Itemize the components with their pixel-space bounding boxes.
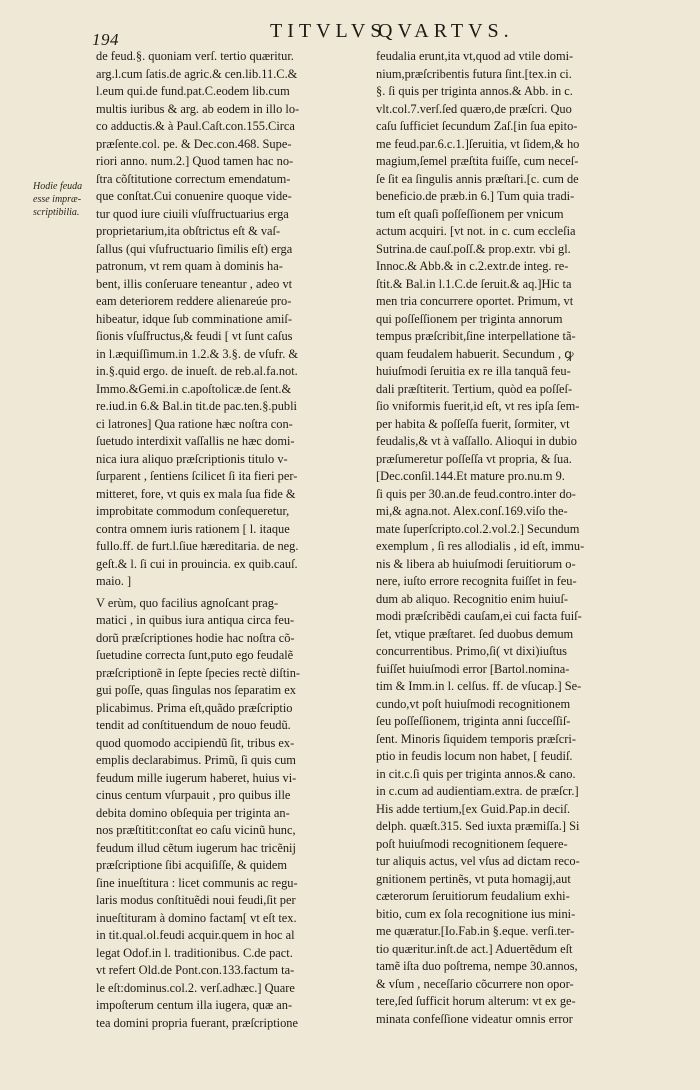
text-line: vlt.col.7.verſ.ſed quæro,de præſcri. Quo: [376, 101, 572, 116]
text-line: ſallus (qui vſufructuario ſimilis eſt) erga: [96, 241, 293, 256]
text-line: V erùm, quo facilius agnoſcant prag-: [96, 595, 279, 610]
text-line: de feud.§. quoniam verſ. tertio quæritur.: [96, 49, 294, 63]
text-line: nis & libera ab huiuſmodi ſeruitiorum o-: [376, 556, 576, 571]
text-line: tim & Imm.in l. celſus. ff. de vſucap.] Se-: [376, 679, 582, 693]
text-line: ſionis vſuſfructus,& feudi [ vt ſunt caſus: [96, 329, 293, 343]
text-line: vt refert Old.de Pont.con.133.factum ta-: [96, 963, 295, 977]
text-line: feudalis,& vt à vaſſallo. Alioqui in dubio: [376, 434, 577, 448]
text-line: huiuſmodi ſeruitia ex re illa tanquã feu-: [376, 364, 571, 378]
text-line: legat Odof.in l. traditionibus. C.de pact.: [96, 945, 293, 960]
text-line: præſcriptione ſibi acquiſiſſe, & quidem: [96, 858, 287, 872]
page-number: 194: [92, 30, 119, 49]
text-line: co adductis.& à Paul.Caſt.con.155.Circa: [96, 119, 295, 133]
text-line: plicabimus. Prima eſt,quãdo præſcriptio: [96, 700, 293, 715]
text-line: tea domini propria fuerant, præſcriptione: [96, 1015, 298, 1030]
text-line: in c.cum ad audientiam.extra. de præſcr.]: [376, 784, 579, 798]
text-line: feudum illud cẽtum iugerum hac tricẽnij: [96, 840, 296, 855]
text-line: ſtit.& Bal.in l.1.C.de ſeruit.& aq.]Hic ta: [376, 276, 572, 291]
text-line: tur aliquis actus, vel vſus ad dictam reco-: [376, 854, 580, 868]
text-line: emplis declarabimus. Primũ, ſi quis cum: [96, 753, 296, 767]
text-line: ſent. Minoris ſiquidem temporis præſcri-: [376, 731, 576, 746]
text-line: [Dec.conſil.144.Et mature pro.nu.m 9.: [376, 469, 565, 483]
text-line: qui poſſeſſionem per triginta annorum: [376, 311, 563, 326]
text-line: dorũ præſcriptiones hodie hac noſtra cõ-: [96, 630, 295, 645]
text-line: me feud.par.6.c.1.]ſeruitia, vt ſidem,& ho: [376, 136, 580, 151]
text-line: geſt.& l. ſi cui in prouincia. ex quib.cauſ.: [96, 556, 298, 571]
text-line: concurrentibus. Primo,ſi( vt dixi)iuſtus: [376, 644, 568, 658]
right-text-column: [376, 48, 648, 1028]
text-line: quod quomodo accipiendũ ſit, tribus ex-: [96, 735, 295, 750]
margin-note: [33, 180, 82, 219]
text-line: tur quod iure ciuili vſuſfructuarius erga: [96, 206, 289, 221]
text-line: quam feudalem habuerit. Secundum , ꝙ: [376, 346, 574, 361]
text-line: dali præſtiterit. Tertium, quòd ea poſſeſ-: [376, 381, 573, 396]
text-line: ſio vniformis fuerit,id eſt, vt res ipſa ſem-: [376, 399, 580, 413]
text-line: Immo.&Gemi.in c.apoſtolicæ.de ſent.&: [96, 381, 292, 396]
text-line: proprietarium,ita obſtrictus eſt & vaſ-: [96, 224, 281, 238]
text-line: cæterorum ſeruitiorum feudalium exhi-: [376, 889, 570, 903]
text-line: tendit ad conſtituendum de nouo feudũ.: [96, 718, 291, 732]
text-line: in tit.qual.ol.feudi acquir.quem in hoc al: [96, 928, 295, 942]
text-line: poſt huiuſmodi recognitionem ſequere-: [376, 836, 568, 851]
text-line: Innoc.& Abb.& in c.2.extr.de integ. re-: [376, 259, 569, 273]
text-line: que conſtat.Cui conuenire quoque vide-: [96, 189, 292, 203]
text-line: Sutrina.de cauſ.poſſ.& prop.extr. vbi gl.: [376, 241, 571, 256]
text-line: delph. quæſt.315. Sed iuxta præmiſſa.] Si: [376, 819, 580, 833]
text-line: nere, iuſto errore recognita fuiſſet in feu-: [376, 574, 577, 588]
text-line: mi,& agna.not. Alex.conſ.169.viſo the-: [376, 504, 568, 518]
text-line: ſine inueſtitura : licet communis ac regu-: [96, 875, 298, 890]
text-line: in cit.c.ſi quis per triginta annos.& cano.: [376, 766, 576, 781]
text-line: patronum, vt rem quam à dominis ha-: [96, 259, 283, 273]
text-line: cundo,vt poſt huiuſmodi recognitionem: [376, 696, 571, 711]
text-line: le eſt:dominus.col.2. verſ.adhæc.] Quare: [96, 980, 295, 995]
text-line: ſtra cõſtitutione correctum emendatum-: [96, 171, 291, 186]
text-line: ci latrones] Qua ratione hæc noſtra con-: [96, 416, 293, 431]
text-line: laris modus conſtituẽdi noui feudi,ſit per: [96, 893, 296, 907]
text-line: bent, illis conſeruare teneantur , adeo vt: [96, 276, 293, 291]
text-line: præſcriptionẽ in ſepte ſpecies rectè diſtin-: [96, 665, 301, 680]
left-text-column: [96, 48, 364, 1032]
text-line: magium,ſemel præſtita fuiſſe, cum neceſ-: [376, 154, 579, 168]
text-line: cinus centum vſurpauit , pro quibus ille: [96, 788, 291, 802]
text-line: nos præſtitit:conſtat eo caſu vicinũ hunc,: [96, 823, 296, 837]
text-line: improbitate commodum conſequeretur,: [96, 504, 290, 518]
text-line: ſurparent , ſentiens ſcilicet ſi ita fieri per-: [96, 469, 298, 483]
text-line: nica iura aliquo præſcriptionis titulo v-: [96, 451, 288, 466]
text-line: actum acquiri. [vt not. in c. cum eccleſia: [376, 224, 576, 238]
text-line: ſet, vtique præſtaret. ſed duobus demum: [376, 626, 574, 641]
text-line: & vſum , neceſſario cõcurrere non opor-: [376, 976, 574, 991]
text-line: per habita & poſſeſſa fuerit, ſormiter, vt: [376, 416, 570, 431]
text-line: bitio, cum ex ſola recognitione ius mini-: [376, 906, 576, 921]
text-line: ſuetudine correcta ſunt,puto ego feudalẽ: [96, 648, 294, 662]
text-line: ſe ſit ea ſingulis annis præſtari.[c. cum de: [376, 171, 579, 186]
text-line: ſi quis per 30.an.de feud.contro.inter do-: [376, 486, 576, 501]
running-head-right: QVARTVS.: [378, 20, 514, 42]
text-line: fuiſſet huiuſmodi error [Bartol.nomina-: [376, 661, 570, 676]
text-line: matici , in quibus iura antiqua circa feu-: [96, 613, 295, 627]
text-line: tio quæritur.inſt.de act.] Aduertẽdum eſt: [376, 941, 573, 956]
text-line: dum ab aliquo. Recognitio enim huiuſ-: [376, 591, 569, 606]
text-line: tamẽ iſta duo poſtrema, nempe 30.annos,: [376, 959, 578, 973]
margin-note-line: Hodie feuda: [33, 181, 83, 192]
text-line: tum eſt quaſi poſſeſſionem per vnicum: [376, 206, 564, 221]
text-line: maio. ]: [96, 574, 132, 588]
text-line: feudalia erunt,ita vt,quod ad vtile domi-: [376, 49, 574, 63]
margin-note-line: scriptibilia.: [33, 207, 80, 218]
text-line: modi præſcribẽdi cauſam,ei cui facta fuiſ-: [376, 609, 582, 623]
text-line: gui poſſe, quas ſingulas nos ſeparatim ex: [96, 683, 296, 697]
text-line: inueſtituram à domino factam[ vt eſt tex.: [96, 910, 297, 925]
text-line: eam deteriorem reddere alienareúe pro-: [96, 294, 292, 308]
text-line: mitteret, fore, vt quis ex mala ſua fide &: [96, 486, 296, 501]
text-line: præſumeretur poſſeſſa vt propria, & ſua.: [376, 451, 572, 466]
margin-note-line: esse impræ-: [33, 194, 82, 205]
text-line: riori anno. num.2.] Quod tamen hac no-: [96, 154, 294, 168]
text-line: minata confeſſione videatur omnis error: [376, 1011, 573, 1026]
text-line: mate ſuperſcripto.col.2.vol.2.] Secundum: [376, 521, 580, 536]
text-line: arg.l.cum ſatis.de agric.& cen.lib.11.C.&: [96, 66, 298, 81]
text-line: gnitionem pertinẽs, vt puta homagij,aut: [376, 871, 571, 886]
text-line: impoſterum centum illa iugera, quæ an-: [96, 998, 293, 1012]
text-line: hibeatur, idque ſub comminatione amiſ-: [96, 311, 292, 326]
text-line: l.eum qui.de fund.pat.C.eodem lib.cum: [96, 84, 290, 98]
text-line: fullo.ff. de furt.l.ſiue hæreditaria. de neg.: [96, 539, 299, 553]
text-line: tere,ſed ſufficit horum alterum: vt ex ge-: [376, 994, 576, 1008]
text-line: me quæratur.[Io.Fab.in §.eque. verſi.ter-: [376, 924, 575, 938]
text-line: multis iuribus & arg. ab eodem in illo lo-: [96, 101, 300, 116]
text-line: caſu ſufficiet ſecundum Zaſ.[in ſua epito-: [376, 119, 578, 133]
text-line: feudum mille iugerum haberet, huius vi-: [96, 770, 297, 785]
text-line: nium,præſcribentis futura ſint.[tex.in ci.: [376, 66, 572, 81]
text-line: præſente.col. pe. & Dec.con.468. Supe-: [96, 136, 292, 151]
text-line: in l.æquiſſimum.in 1.2.& 3.§. de vſufr. &: [96, 346, 299, 361]
text-line: exemplum , ſi res allodialis , id eſt, immu-: [376, 539, 585, 553]
text-line: re.iud.in 6.& Bal.in tit.de pac.ten.§.publi: [96, 399, 297, 413]
text-line: §. ſi quis per triginta annos.& Abb. in c.: [376, 84, 573, 98]
text-line: contra omnem iuris rationem [ l. itaque: [96, 521, 290, 536]
text-line: ſeu poſſeſſionem, triginta anni ſucceſſiſ-: [376, 714, 571, 728]
text-line: His adde tertium,[ex Guid.Pap.in deciſ.: [376, 801, 571, 816]
text-line: men tria concurrere oportet. Primum, vt: [376, 294, 574, 308]
text-line: beneficio.de præb.in 6.] Tum quia tradi-: [376, 189, 575, 203]
text-line: tempus præſcribit,ſine interpellatione tã-: [376, 329, 576, 343]
text-line: in.§.quid ergo. de inueſt. de reb.al.fa.not.: [96, 364, 298, 378]
text-line: ſuetudo interdixit vaſſallis ne hæc domi-: [96, 434, 295, 448]
text-line: debita domino obſequia per triginta an-: [96, 805, 290, 820]
running-head-left: TITVLVS: [270, 20, 387, 42]
text-line: ptio in feudis locum non habet, [ feudiſ.: [376, 749, 573, 763]
